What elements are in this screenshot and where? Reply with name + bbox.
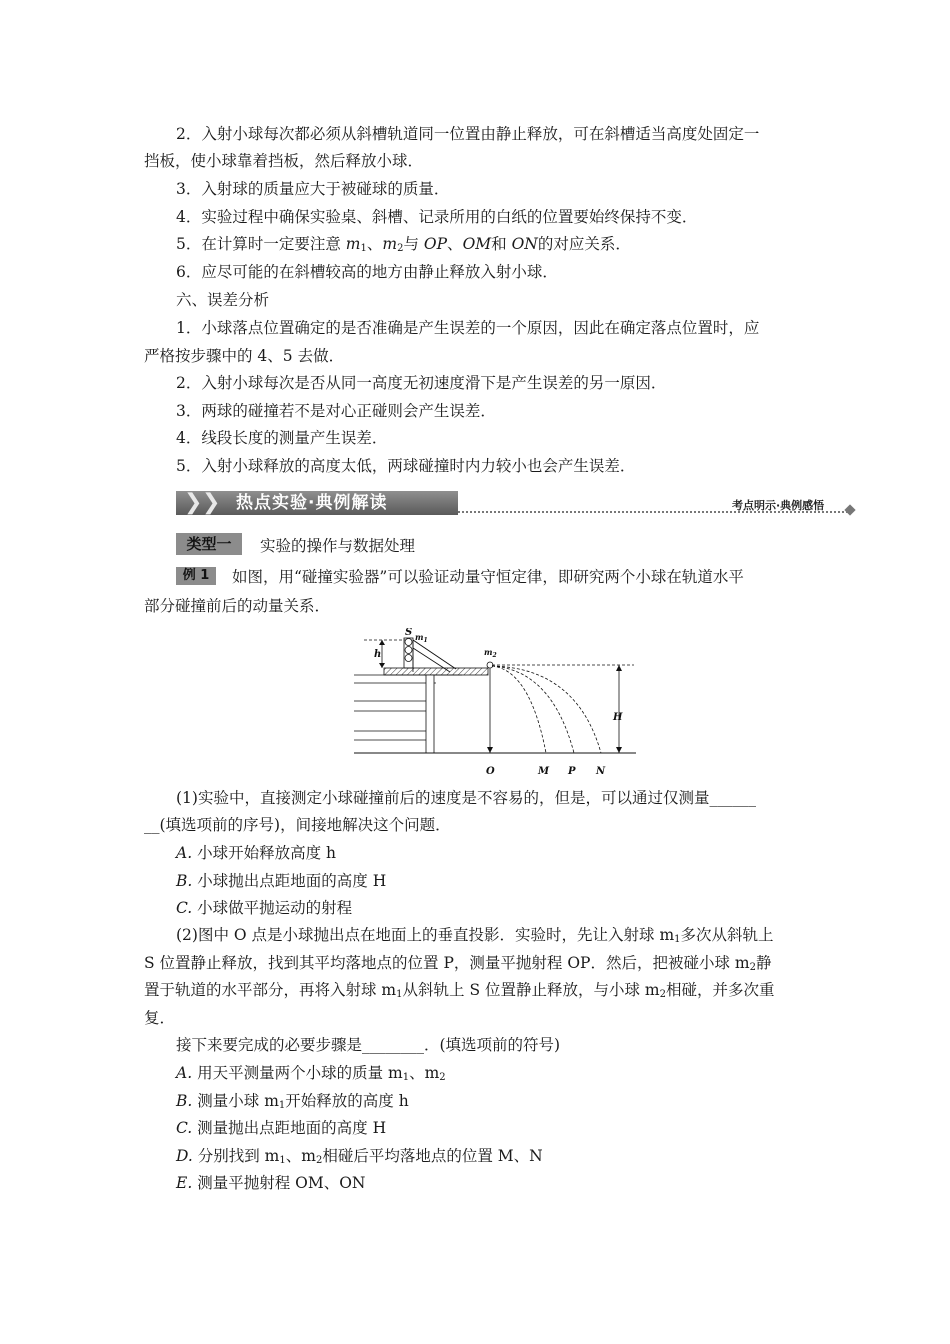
label-h: h xyxy=(374,649,382,660)
H-arrow-up xyxy=(616,665,622,671)
error-5: 5．入射小球释放的高度太低，两球碰撞时内力较小也会产生误差． xyxy=(176,457,636,475)
q1-option-a: A. 小球开始释放高度 h xyxy=(176,844,336,862)
vertical-arrow xyxy=(487,747,493,753)
note-2-line2: 挡板，使小球靠着挡板，然后释放小球． xyxy=(144,152,424,170)
label-M: M xyxy=(538,766,550,777)
q2-option-e: E. 测量平抛射程 OM、ON xyxy=(176,1174,366,1192)
error-2: 2．入射小球每次是否从同一高度无初速度滑下是产生误差的另一原因． xyxy=(176,374,667,392)
banner-right-label: 考点明示·典例感悟 xyxy=(732,499,825,512)
example-text-line2: 部分碰撞前后的动量关系． xyxy=(144,597,331,615)
q2-line4: 复． xyxy=(144,1009,176,1027)
table-top xyxy=(384,668,488,675)
h-arrow-down xyxy=(379,663,385,668)
error-3: 3．两球的碰撞若不是对心正碰则会产生误差． xyxy=(176,402,496,420)
table-leg xyxy=(426,675,434,753)
q2-option-b: B. 测量小球 $m_1$开始释放的高度 h xyxy=(176,1092,409,1111)
example-badge: 例 1 xyxy=(176,567,216,585)
collision-apparatus-diagram xyxy=(352,628,642,780)
q2-line1: (2)图中 O 点是小球抛出点在地面上的垂直投影．实验时，先让入射球 $m_1$多次从斜轨上 xyxy=(176,926,774,945)
ball-m1 xyxy=(405,639,412,646)
note-6: 6．应尽可能的在斜槽较高的地方由静止释放入射小球． xyxy=(176,263,558,281)
q2-line3: 置于轨道的水平部分，再将入射球 $m_1$从斜轨上 S 位置静止释放，与小球 $m_2$相碰，并多次重 xyxy=(144,981,775,1000)
chute-incline xyxy=(413,640,456,669)
trajectory-M xyxy=(492,666,546,753)
label-H: H xyxy=(613,712,623,723)
note-4: 4．实验过程中确保实验桌、斜槽、记录所用的白纸的位置要始终保持不变． xyxy=(176,208,698,226)
label-m2: $m_2$ xyxy=(484,647,497,659)
chevron-right-icon: ❯ xyxy=(184,490,203,515)
ball-m1 xyxy=(405,655,412,662)
trajectory-P xyxy=(492,666,574,753)
trajectory-N xyxy=(492,666,601,753)
ball-m1 xyxy=(405,647,412,654)
type-title: 实验的操作与数据处理 xyxy=(260,537,416,555)
q1-line1: (1)实验中，直接测定小球碰撞前后的速度是不容易的，但是，可以通过仅测量______ xyxy=(176,789,756,807)
q2-option-d: D. 分别找到 $m_1$、$m_2$相碰后平均落地点的位置 M、N xyxy=(176,1147,543,1166)
q2-option-c: C. 测量抛出点距地面的高度 H xyxy=(176,1119,387,1137)
section-banner xyxy=(176,489,866,517)
type-badge: 类型一 xyxy=(176,533,242,555)
q1-line2: __(填选项前的序号)，间接地解决这个问题． xyxy=(144,816,451,834)
error-1-line2: 严格按步骤中的 4、5 去做． xyxy=(144,347,345,365)
q2-prompt: 接下来要完成的必要步骤是________．(填选项前的符号) xyxy=(176,1036,561,1054)
error-1-line1: 1．小球落点位置确定的是否准确是产生误差的一个原因，因此在确定落点位置时，应 xyxy=(176,319,760,337)
note-2-line1: 2．入射小球每次都必须从斜槽轨道同一位置由静止释放，可在斜槽适当高度处固定一 xyxy=(176,125,760,143)
example-text-line1: 如图，用“碰撞实验器”可以验证动量守恒定律，即研究两个小球在轨道水平 xyxy=(232,568,744,586)
q1-option-b: B. 小球抛出点距地面的高度 H xyxy=(176,872,387,890)
q2-line2: S 位置静止释放，找到其平均落地点的位置 P，测量平抛射程 OP．然后，把被碰小球 $m_2$静 xyxy=(144,954,772,973)
label-O: O xyxy=(486,766,495,777)
note-3: 3．入射球的质量应大于被碰球的质量． xyxy=(176,180,450,198)
diamond-icon xyxy=(844,504,855,515)
note-5: 5．在计算时一定要注意 $m_1$、$m_2$与 OP、OM和 ON的对应关系． xyxy=(176,235,631,254)
label-N: N xyxy=(596,766,606,777)
q2-option-a: A. 用天平测量两个小球的质量 $m_1$、$m_2$ xyxy=(176,1064,446,1083)
banner-title: 热点实验·典例解读 xyxy=(236,493,388,513)
error-4: 4．线段长度的测量产生误差． xyxy=(176,429,388,447)
label-m1: $m_1$ xyxy=(415,632,428,644)
q1-option-c: C. 小球做平抛运动的射程 xyxy=(176,899,353,917)
error-analysis-heading: 六、误差分析 xyxy=(176,291,270,309)
label-S: S xyxy=(405,628,413,638)
H-arrow-down xyxy=(616,747,622,753)
h-arrow-up xyxy=(379,640,385,645)
chevron-right-icon: ❯ xyxy=(202,490,221,515)
label-P: P xyxy=(568,766,576,777)
